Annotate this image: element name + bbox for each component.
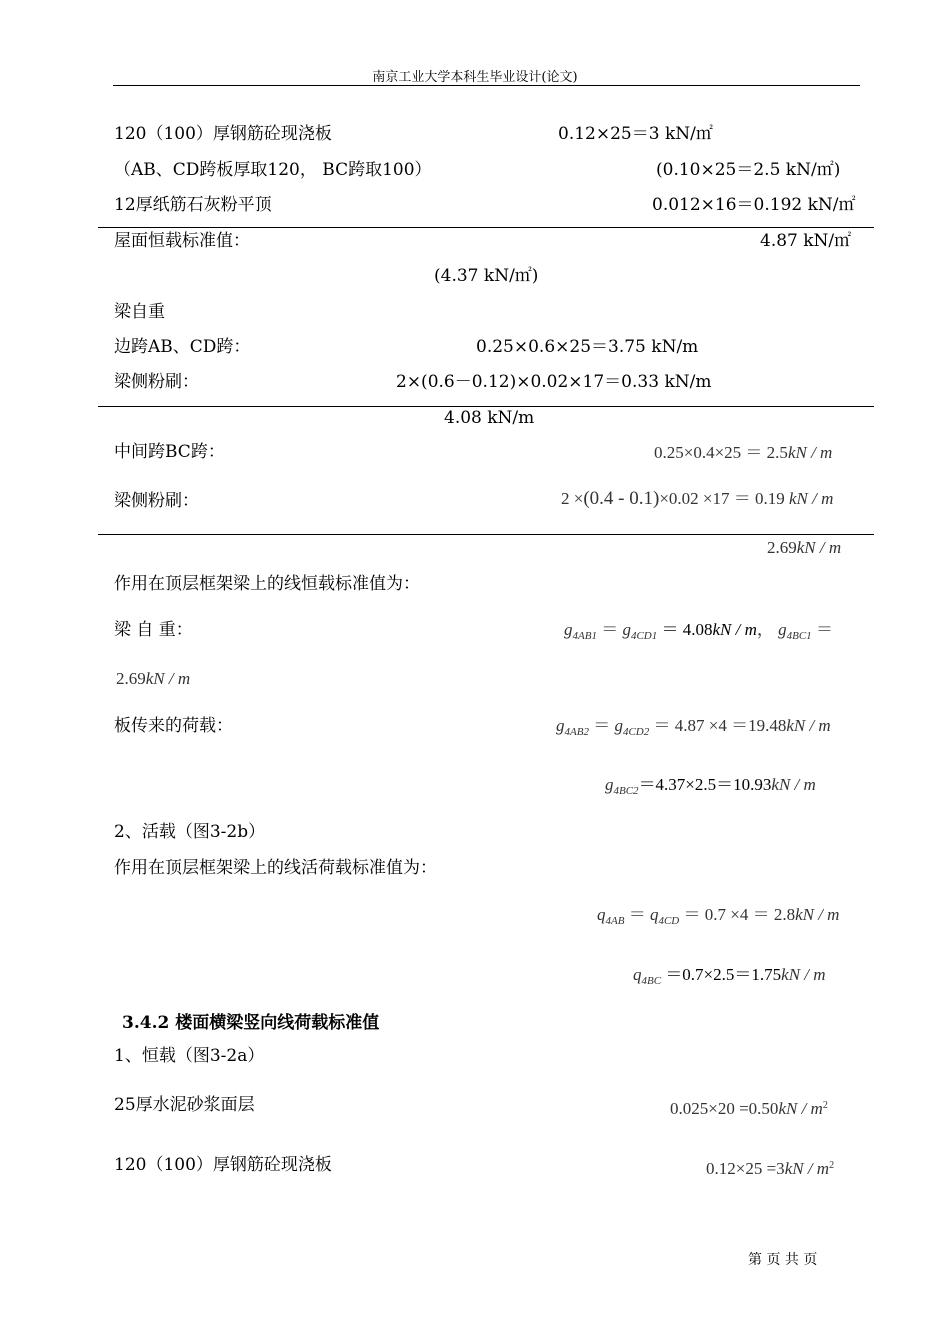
roof-slab-value: 0.12×25＝3 kN/㎡ — [558, 124, 713, 144]
equals-value: ＝0.7×2.5＝1.75 — [661, 965, 782, 984]
unit: kN / m — [781, 965, 826, 984]
roof-plaster-label: 12厚纸筋石灰粉平顶 — [114, 195, 272, 215]
mid-plaster-value — [561, 489, 833, 509]
floor-mortar-label: 25厚水泥砂浆面层 — [114, 1095, 255, 1115]
g-symbol: g — [614, 716, 623, 735]
mid-plaster-unit: kN / m — [789, 489, 834, 508]
bc-self-number: 2.69 — [116, 669, 146, 688]
live-load-title: 2、活载（图3-2b） — [114, 822, 266, 842]
floor-dead-title: 1、恒载（图3-2a） — [114, 1046, 265, 1066]
floor-slab-sup: 2 — [829, 1160, 835, 1171]
mid-total — [767, 538, 841, 558]
bc-slab-equation — [605, 775, 816, 801]
g-subscript: 4BC1 — [786, 630, 812, 642]
equals: ＝ — [588, 716, 615, 735]
g-symbol: g — [556, 716, 565, 735]
side-plaster-value: 2×(0.6－0.12)×0.02×17＝0.33 kN/m — [396, 372, 712, 392]
roof-slab-label: 120（100）厚钢筋砼现浇板 — [114, 124, 332, 144]
floor-slab-number: 0.12×25 =3 — [706, 1159, 785, 1178]
sum-rule-2 — [98, 406, 874, 407]
section-heading: 3.4.2 楼面横梁竖向线荷载标准值 — [122, 1013, 380, 1033]
mid-total-unit: kN / m — [796, 538, 842, 557]
mid-plaster-label: 梁侧粉刷： — [114, 491, 199, 511]
roof-slab-note-value: (0.10×25＝2.5 kN/㎡) — [656, 160, 841, 180]
q-symbol: q — [633, 965, 642, 984]
beam-title: 梁自重 — [114, 302, 165, 322]
bc-live-equation — [633, 965, 826, 991]
floor-slab-unit: kN / m — [784, 1159, 830, 1178]
g-symbol: g — [622, 620, 631, 639]
unit: kN / m — [786, 716, 831, 735]
mid-plaster-b: (0.4 - 0.1) — [583, 488, 660, 509]
equals: ＝ — [596, 620, 623, 639]
g-subscript: 4BC2 — [613, 785, 639, 797]
mid-plaster-a: 2 × — [561, 489, 584, 508]
g-subscript: 4AB1 — [572, 630, 597, 642]
g-symbol: g — [605, 775, 614, 794]
equals: ＝ — [811, 620, 833, 639]
floor-mortar-value — [670, 1096, 828, 1119]
g-subscript: 4AB2 — [564, 726, 589, 738]
roof-total-label: 屋面恒载标准值： — [114, 231, 250, 251]
side-span-value: 0.25×0.6×25＝3.75 kN/m — [476, 337, 699, 357]
mortar-sup: 2 — [822, 1100, 828, 1111]
self-weight-equation — [564, 620, 833, 646]
unit: kN / m — [771, 775, 816, 794]
floor-slab-value — [706, 1156, 834, 1179]
page-footer: 第 页 共 页 — [748, 1252, 818, 1268]
g-subscript: 4CD2 — [622, 726, 650, 738]
bc-self-unit: kN / m — [145, 669, 191, 688]
mid-span-number: 0.25×0.4×25 ＝ 2.5 — [654, 443, 788, 462]
mid-span-value — [654, 443, 832, 463]
q-subscript: 4BC — [641, 975, 662, 987]
mortar-number: 0.025×20 =0.50 — [670, 1099, 779, 1118]
q-subscript: 4AB — [605, 915, 625, 927]
side-span-label: 边跨AB、CD跨： — [114, 337, 251, 357]
roof-plaster-value: 0.012×16＝0.192 kN/㎡ — [652, 195, 856, 215]
page-header: 南京工业大学本科生毕业设计(论文) — [372, 70, 578, 85]
self-weight-label: 梁 自 重： — [114, 620, 193, 640]
unit: kN / m — [795, 905, 840, 924]
equals-value: ＝ 0.7 ×4 ＝ 2.8 — [679, 905, 796, 924]
self-weight-continued — [116, 669, 190, 689]
q-symbol: q — [649, 905, 659, 924]
line-dead-intro: 作用在顶层框架梁上的线恒载标准值为： — [114, 574, 420, 594]
mid-span-unit: kN / m — [787, 443, 833, 462]
equals-value: ＝ 4.08 — [657, 620, 713, 639]
roof-total-value: 4.87 kN/㎡ — [760, 231, 852, 251]
mid-span-label: 中间跨BC跨： — [114, 442, 225, 462]
separator: ， — [756, 620, 779, 639]
sum-rule-3 — [98, 534, 874, 535]
unit: kN / m — [712, 620, 757, 639]
side-plaster-label: 梁侧粉刷： — [114, 372, 199, 392]
sum-rule-1 — [98, 227, 874, 228]
mortar-unit: kN / m — [778, 1099, 823, 1118]
header-rule — [113, 85, 860, 86]
floor-slab-label: 120（100）厚钢筋砼现浇板 — [114, 1155, 332, 1175]
live-load-equation — [597, 905, 839, 931]
roof-total-bc: (4.37 kN/㎡) — [434, 266, 539, 286]
roof-slab-note: （AB、CD跨板厚取120， BC跨取100） — [114, 160, 432, 180]
equals-value: ＝4.37×2.5＝10.93 — [638, 775, 772, 794]
equals-value: ＝ 4.87 ×4 ＝19.48 — [649, 716, 787, 735]
q-symbol: q — [597, 905, 606, 924]
g-symbol: g — [564, 620, 573, 639]
equals: ＝ — [624, 905, 650, 924]
g-subscript: 4CD1 — [630, 630, 658, 642]
slab-load-equation — [556, 716, 831, 742]
mid-total-number: 2.69 — [767, 538, 797, 557]
q-subscript: 4CD — [658, 915, 680, 927]
live-load-intro: 作用在顶层框架梁上的线活荷载标准值为： — [114, 858, 437, 878]
g-symbol: g — [778, 620, 787, 639]
side-total: 4.08 kN/m — [444, 408, 535, 428]
slab-load-label: 板传来的荷载： — [114, 716, 233, 736]
mid-plaster-c: ×0.02 ×17 ＝ 0.19 — [659, 489, 785, 508]
